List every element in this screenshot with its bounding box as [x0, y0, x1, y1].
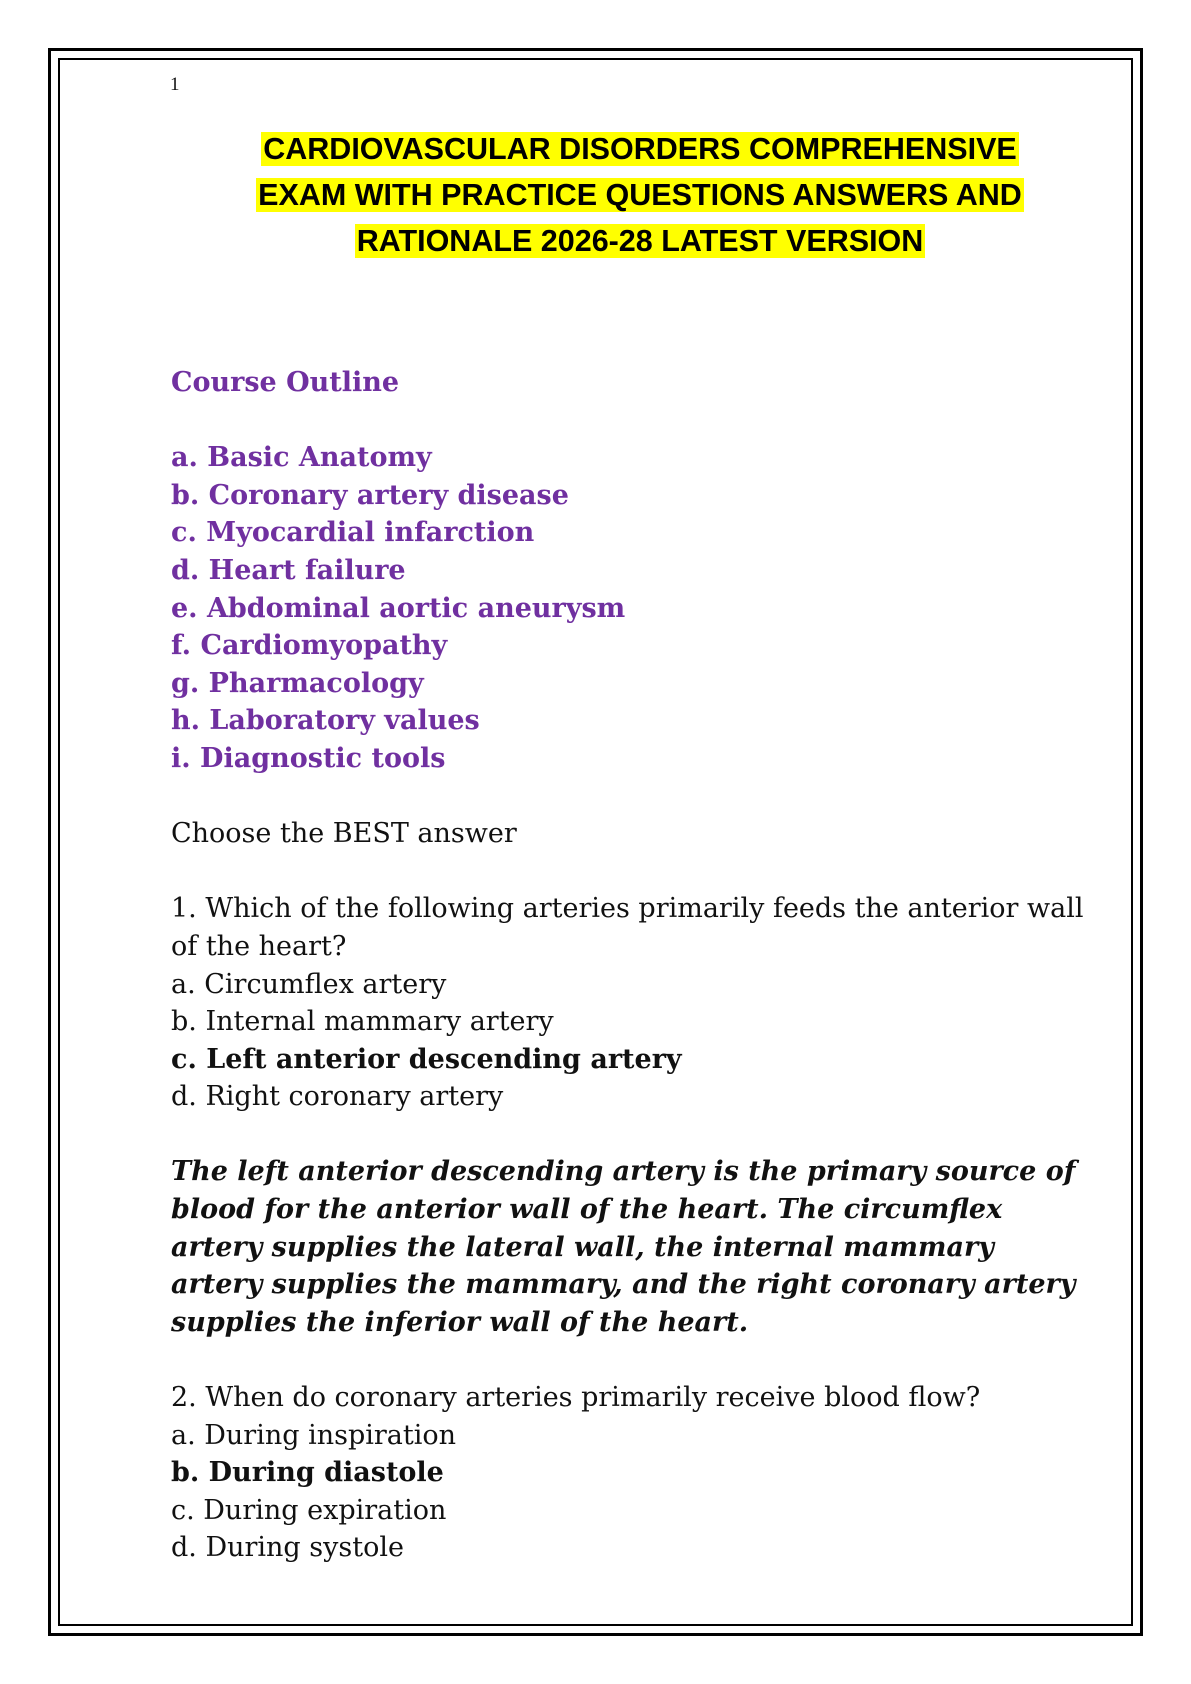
title-line-3: RATIONALE 2026-28 LATEST VERSION: [356, 224, 924, 258]
outline-item: e. Abdominal aortic aneurysm: [171, 592, 626, 624]
course-outline-heading: Course Outline: [171, 367, 400, 398]
instruction-text: Choose the BEST answer: [171, 818, 517, 850]
question-1: [171, 890, 1091, 1341]
answer-option: d. During systole: [171, 1532, 404, 1564]
answer-option: b. Internal mammary artery: [171, 1006, 554, 1038]
outline-item: d. Heart failure: [171, 554, 406, 586]
question-text: 2. When do coronary arteries primarily receive blood flow?: [171, 1382, 981, 1414]
answer-option: d. Right coronary artery: [171, 1081, 504, 1113]
answer-option: c. During expiration: [171, 1494, 447, 1526]
correct-answer-option: b. During diastole: [171, 1457, 444, 1489]
rationale-text: The left anterior descending artery is the primary source of blood for the anterior wall of the heart. The circumflex artery supplies the lateral wall, the internal mammary artery supplies the mammary, and the right coronary artery supplies the inferior wall of the heart.: [171, 1156, 1076, 1338]
question-2: [171, 1379, 1091, 1567]
page-number: 1: [170, 74, 180, 95]
question-text: 1. Which of the following arteries primarily feeds the anterior wall of the heart?: [171, 893, 1084, 962]
outline-item: a. Basic Anatomy: [171, 442, 432, 474]
outline-item: h. Laboratory values: [171, 705, 480, 737]
outline-item: i. Diagnostic tools: [171, 742, 446, 774]
outline-item: b. Coronary artery disease: [171, 479, 569, 511]
answer-option: a. Circumflex artery: [171, 968, 447, 1000]
document-title: [160, 126, 1120, 264]
correct-answer-option: c. Left anterior descending artery: [171, 1043, 682, 1075]
answer-option: a. During inspiration: [171, 1419, 457, 1451]
outline-item: g. Pharmacology: [171, 667, 424, 699]
title-line-2: EXAM WITH PRACTICE QUESTIONS ANSWERS AND: [258, 178, 1022, 212]
document-body: [171, 364, 1091, 1567]
outline-item: f. Cardiomyopathy: [171, 630, 448, 662]
outline-item: c. Myocardial infarction: [171, 517, 535, 549]
title-line-1: CARDIOVASCULAR DISORDERS COMPREHENSIVE: [263, 132, 1017, 166]
course-outline-list: [171, 439, 1091, 777]
